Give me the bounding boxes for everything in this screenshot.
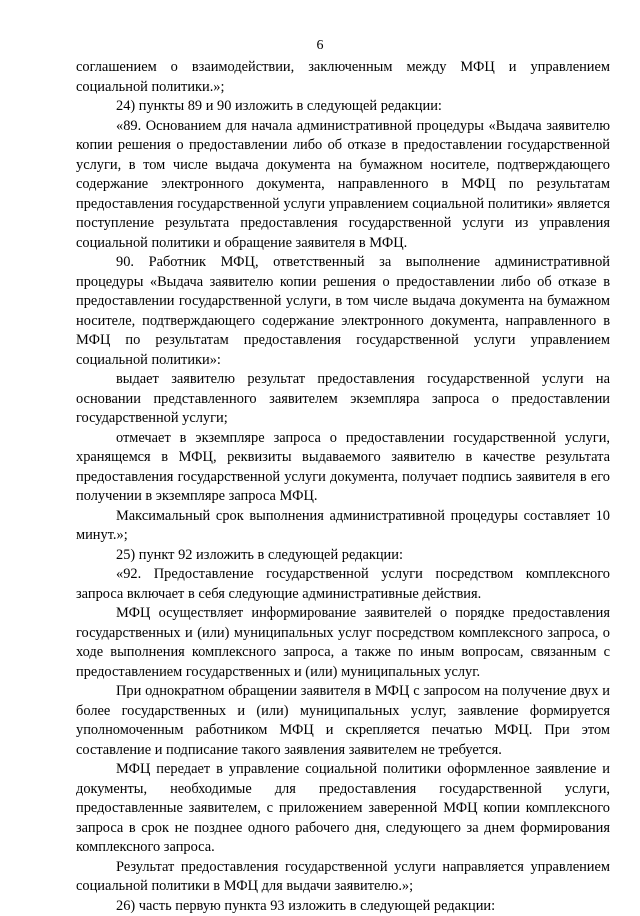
paragraph-item-26: 26) часть первую пункта 93 изложить в следующей редакции: <box>76 897 610 916</box>
paragraph-max-duration: Максимальный срок выполнения административной процедуры составляет 10 минут.»; <box>76 507 610 546</box>
paragraph-item-25: 25) пункт 92 изложить в следующей редакции: <box>76 546 610 566</box>
paragraph-single-request: При однократном обращении заявителя в МФЦ с запросом на получение двух и более государственных и (или) муниципальных услуг, заявление формируется уполномоченным работником МФЦ и скрепляется печатью МФЦ. При этом составление и подписание такого заявления заявителем не требуется. <box>76 682 610 760</box>
page-number: 6 <box>0 37 640 55</box>
paragraph-result-sent: Результат предоставления государственной услуги направляется управлением социальной политики в МФЦ для выдачи заявителю.»; <box>76 858 610 897</box>
paragraph-mfc-informs: МФЦ осуществляет информирование заявителей о порядке предоставления государственных и (или) муниципальных услуг посредством комплексного запроса, о ходе выполнения комплексного запроса, а также по иным вопросам, связанным с предоставлением государственных и (или) муниципальных услуг. <box>76 604 610 682</box>
paragraph-point-89: «89. Основанием для начала административной процедуры «Выдача заявителю копии решения о предоставлении либо об отказе в предоставлении государственной услуги, в том числе выдача документа на бумажном носителе, подтверждающего содержание электронного документа, направленного в МФЦ по результатам предоставления государственной услуги управлением социальной политики» является поступление результата предоставления государственной услуги из управления социальной политики и обращение заявителя в МФЦ. <box>76 117 610 254</box>
paragraph-point-92: «92. Предоставление государственной услуги посредством комплексного запроса включает в себя следующие административные действия. <box>76 565 610 604</box>
paragraph-continuation: соглашением о взаимодействии, заключенным между МФЦ и управлением социальной политики.»; <box>76 58 610 97</box>
paragraph-point-90: 90. Работник МФЦ, ответственный за выполнение административной процедуры «Выдача заявителю копии решения о предоставлении либо об отказе в предоставлении государственной услуги, в том числе выдача документа на бумажном носителе, подтверждающего содержание электронного документа, направленного в МФЦ по результатам предоставления государственной услуги управлением социальной политики»: <box>76 253 610 370</box>
paragraph-marks-request: отмечает в экземпляре запроса о предоставлении государственной услуги, хранящемся в МФЦ, реквизиты выдаваемого заявителю в качестве результата предоставления государственной услуги документа, получает подпись заявителя в его получении в экземпляре запроса МФЦ. <box>76 429 610 507</box>
paragraph-item-24: 24) пункты 89 и 90 изложить в следующей редакции: <box>76 97 610 117</box>
paragraph-mfc-transfers: МФЦ передает в управление социальной политики оформленное заявление и документы, необходимые для предоставления государственной услуги, предоставленные заявителем, с приложением заверенной МФЦ копии комплексного запроса в срок не позднее одного рабочего дня, следующего за днем формирования комплексного запроса. <box>76 760 610 858</box>
document-body <box>76 58 610 916</box>
paragraph-issues-result: выдает заявителю результат предоставления государственной услуги на основании представленного заявителем экземпляра запроса о предоставлении государственной услуги; <box>76 370 610 429</box>
